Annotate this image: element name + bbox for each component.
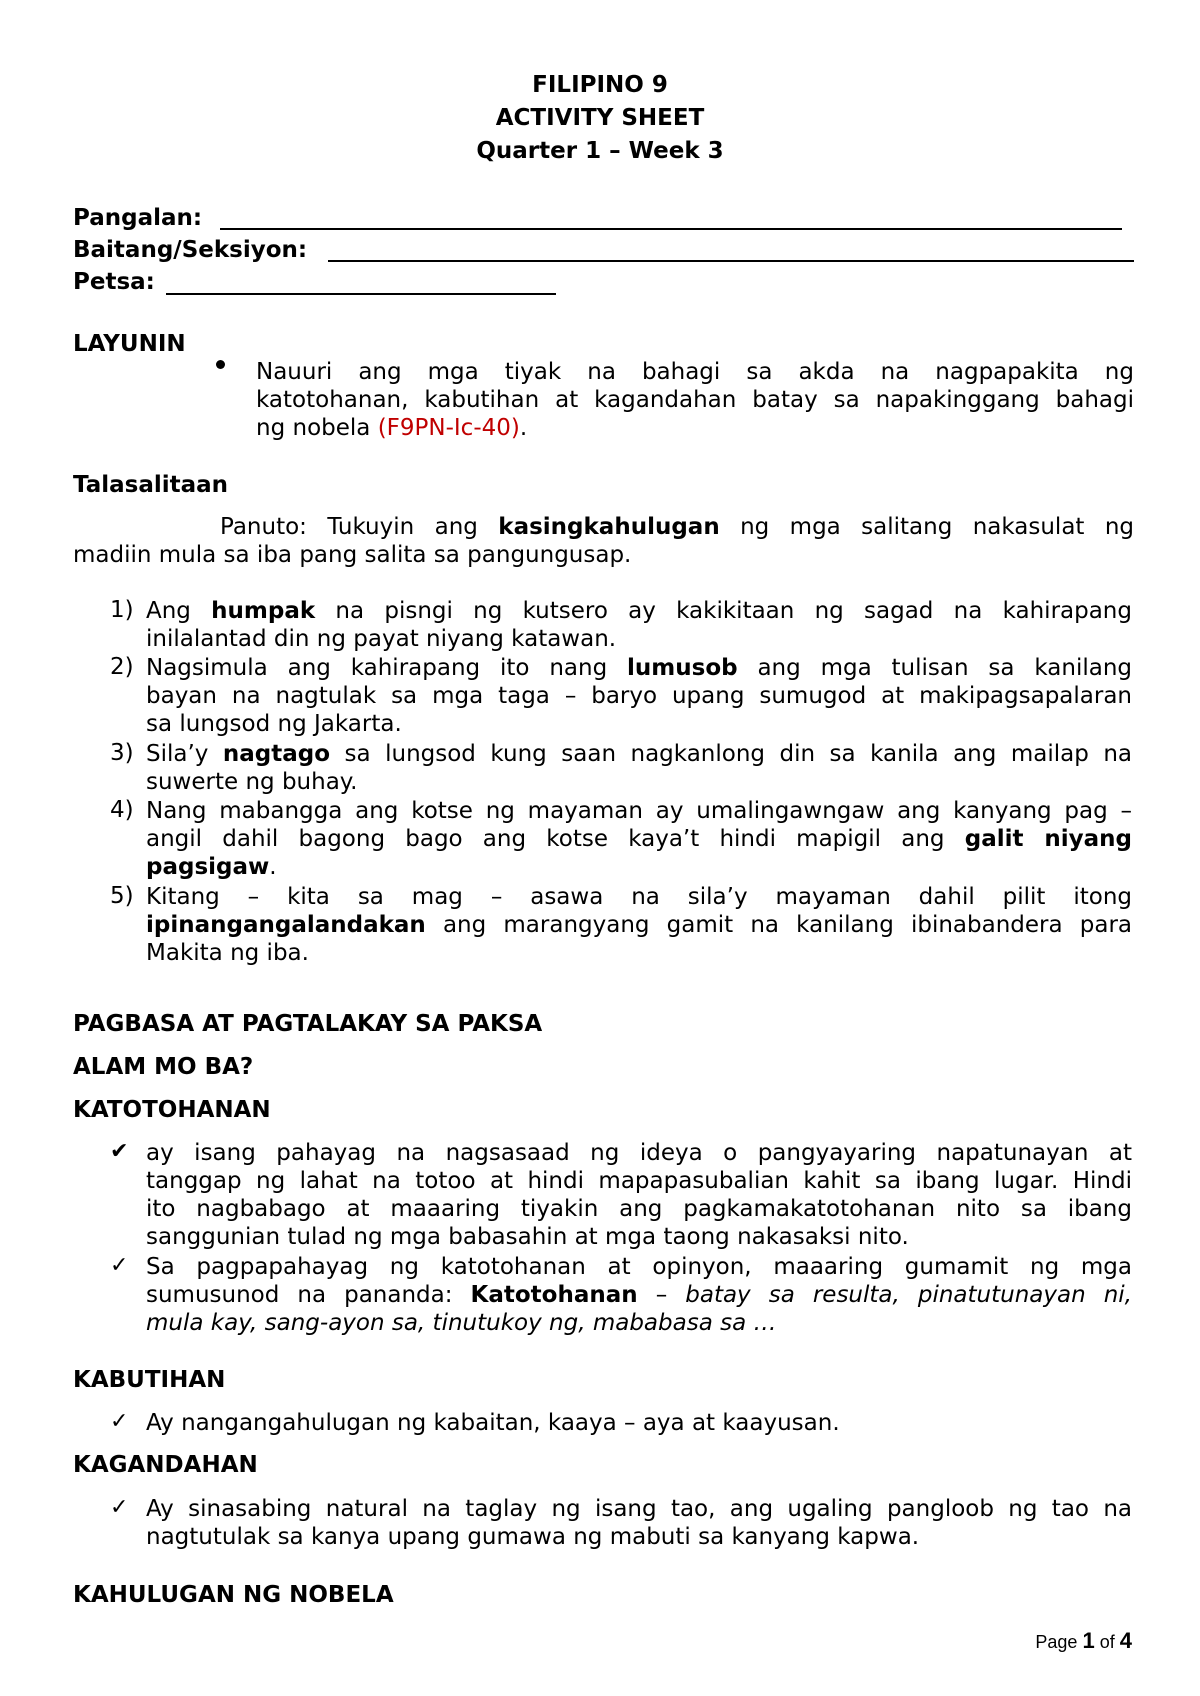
name-label: Pangalan: [73,205,203,231]
date-label: Petsa: [73,269,155,295]
vocabulary-item: Sila’y nagtago sa lungsod kung saan nagkanlong din sa kanila ang mailap na suwerte ng buhay. [146,741,1132,795]
vocabulary-item: Nagsimula ang kahirapang ito nang lumusob ang mga tulisan sa kanilang bayan na nagtulak sa mga taga – baryo upang sumugod at makipagsapalaran sa lungsod ng Jakarta. [146,655,1132,737]
truth-point: ay isang pahayag na nagsasaad ng ideya o pangyayaring napatunayan at tanggap ng lahat na totoo at hindi mapapasubalian kahit sa ibang lugar. Hindi ito nagbabago at maaaring tiyakin ang pagkamakatotohanan nito sa ibang sanggunian tulad ng mga babasahin at mga taong nakasaksi nito. [146,1140,1132,1250]
reading-heading: PAGBASA AT PAGTALAKAY SA PAKSA [73,1011,543,1037]
instruction-line: madiin mula sa iba pang salita sa pangungusap. [73,542,632,568]
vocabulary-item: Nang mabangga ang kotse ng mayaman ay umalingawngaw ang kanyang pag – angil dahil bagong bago ang kotse kaya’t hindi mapigil ang galit niyang pagsigaw. [146,798,1132,880]
objective-heading: LAYUNIN [73,331,186,357]
check-icon: ✓ [110,1495,129,1520]
check-icon: ✔ [110,1139,129,1164]
objective-text [256,358,1134,442]
item-number: 1) [110,597,134,623]
quarter-week: Quarter 1 – Week 3 [476,138,724,164]
truth-point: Sa pagpapahayag ng katotohanan at opinyon, maaaring gumamit ng mga sumusunod na pananda: Katotohanan – batay sa resulta, pinatutunayan ni, mula kay, sang-ayon sa, tinutukoy ng, mababasa sa … [146,1254,1132,1336]
beauty-point: Ay sinasabing natural na taglay ng isang tao, ang ugaling pangloob ng tao na nagtutulak sa kanya upang gumawa ng mabuti sa kanyang kapwa. [146,1496,1132,1550]
grade-section-label: Baitang/Seksiyon: [73,237,308,263]
item-number: 4) [110,797,134,823]
name-line [220,228,1122,230]
page-number: Page 1 of 4 [1035,1628,1132,1653]
vocabulary-item: Ang humpak na pisngi ng kutsero ay kakikitaan ng sagad na kahirapang inilalantad din ng payat niyang katawan. [146,598,1132,652]
competency-code: (F9PN-Ic-40) [377,415,520,441]
item-number: 3) [110,740,134,766]
goodness-point: Ay nangangahulugan ng kabaitan, kaaya – aya at kaayusan. [146,1410,840,1436]
bullet-icon [216,360,225,369]
objective-line: katotohanan, kabutihan at kagandahan batay sa napakinggang bahagi [256,387,1134,413]
check-icon: ✓ [110,1409,129,1434]
vocabulary-item: Kitang – kita sa mag – asawa na sila’y mayaman dahil pilit itong ipinangangalandakan ang marangyang gamit na kanilang ibinabandera para Makita ng iba. [146,884,1132,966]
item-number: 5) [110,883,134,909]
instruction-text [73,513,1134,569]
novel-definition-heading: KAHULUGAN NG NOBELA [73,1582,394,1608]
subject-title: FILIPINO 9 [532,72,668,98]
sheet-title: ACTIVITY SHEET [495,105,705,131]
grade-section-line [328,260,1134,262]
objective-line: Nauuri ang mga tiyak na bahagi sa akda na nagpapakita ng [256,359,1134,385]
objective-line: ng nobela (F9PN-Ic-40). [256,415,528,441]
goodness-heading: KABUTIHAN [73,1367,226,1393]
vocabulary-heading: Talasalitaan [73,472,229,498]
did-you-know-heading: ALAM MO BA? [73,1054,254,1080]
date-line [166,293,556,295]
beauty-heading: KAGANDAHAN [73,1452,258,1478]
instruction-line: Panuto: Tukuyin ang kasingkahulugan ng mga salitang nakasulat ng [220,514,1135,540]
check-icon: ✓ [110,1253,129,1278]
item-number: 2) [110,654,134,680]
truth-heading: KATOTOHANAN [73,1097,271,1123]
